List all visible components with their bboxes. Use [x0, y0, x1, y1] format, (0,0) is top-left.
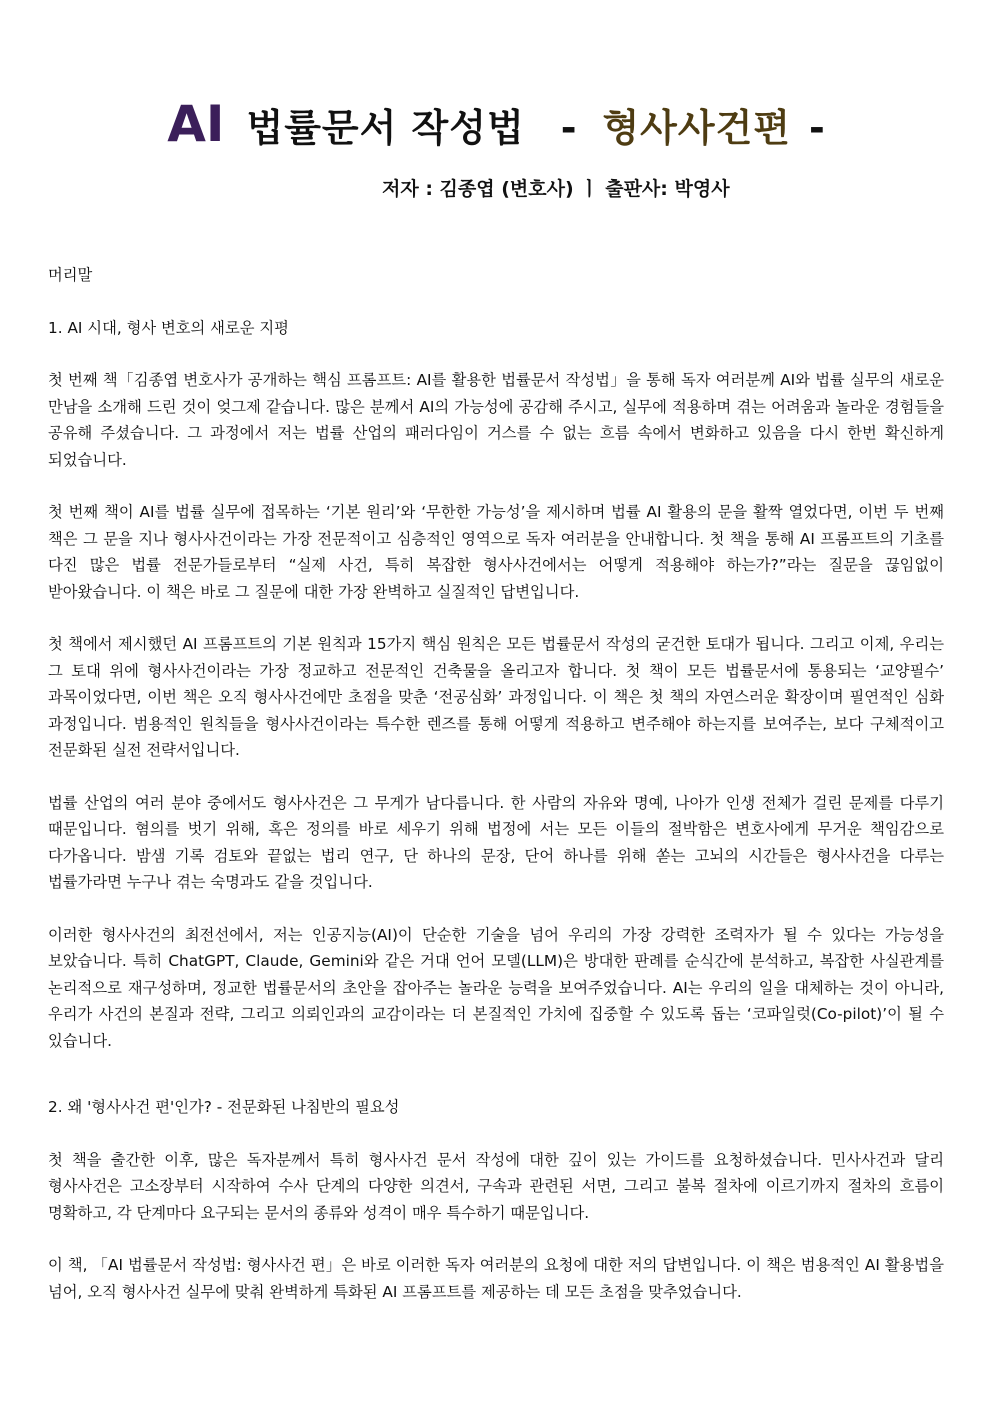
title-dash-end: -: [809, 106, 825, 150]
title-main: 법률문서 작성법: [246, 106, 525, 150]
title-dash: -: [560, 106, 577, 150]
document-title: [0, 92, 992, 168]
section-1-paragraph-2: 첫 번째 책이 AI를 법률 실무에 접목하는 ‘기본 원리’와 ‘무한한 가능성’을 제시하며 법률 AI 활용의 문을 활짝 열었다면, 이번 두 번째 책은 그 문을 지나 형사사건이라는 가장 전문적이고 심층적인 영역으로 독자 여러분을 안내합니다. 첫 책을 통해 AI 프롬프트의 기초를 다진 많은 법률 전문가들로부터 “실제 사건, 특히 복잡한 형사사건에서는 어떻게 적용해야 하는가?”라는 질문을 끊임없이 받아왔습니다. 이 책은 바로 그 질문에 대한 가장 완벽하고 실질적인 답변입니다.: [48, 503, 944, 601]
section-1-paragraph-1: 첫 번째 책「김종엽 변호사가 공개하는 핵심 프롬프트: AI를 활용한 법률문서 작성법」을 통해 독자 여러분께 AI와 법률 실무의 새로운 만남을 소개해 드린 것이 엊그제 같습니다. 많은 분께서 AI의 가능성에 공감해 주시고, 실무에 적용하며 겪는 어려움과 놀라운 경험들을 공유해 주셨습니다. 그 과정에서 저는 법률 산업의 패러다임이 거스를 수 없는 흐름 속에서 변화하고 있음을 다시 한번 확신하게 되었습니다.: [48, 371, 944, 469]
section-1-paragraph-3: 첫 책에서 제시했던 AI 프롬프트의 기본 원칙과 15가지 핵심 원칙은 모든 법률문서 작성의 굳건한 토대가 됩니다. 그리고 이제, 우리는 그 토대 위에 형사사건이라는 가장 정교하고 전문적인 건축물을 올리고자 합니다. 첫 책이 모든 법률문서에 통용되는 ‘교양필수’ 과목이었다면, 이번 책은 오직 형사사건에만 초점을 맞춘 ‘전공심화’ 과정입니다. 이 책은 첫 책의 자연스러운 확장이며 필연적인 심화 과정입니다. 범용적인 원칙들을 형사사건이라는 특수한 렌즈를 통해 어떻게 적용하고 변주해야 하는지를 보여주는, 보다 구체적이고 전문화된 실전 전략서입니다.: [48, 635, 944, 759]
section-2-paragraph-1: 첫 책을 출간한 이후, 많은 독자분께서 특히 형사사건 문서 작성에 대한 깊이 있는 가이드를 요청하셨습니다. 민사사건과 달리 형사사건은 고소장부터 시작하여 수사 단계의 다양한 의견서, 구속과 관련된 서면, 그리고 불복 절차에 이르기까지 절차의 흐름이 명확하고, 각 단계마다 요구되는 문서의 종류와 성격이 매우 특수하기 때문입니다.: [48, 1150, 944, 1222]
author-publisher-line: 저자 : 김종엽 (변호사) ㅣ 출판사: 박영사: [382, 178, 730, 200]
section-1-paragraph-5: 이러한 형사사건의 최전선에서, 저는 인공지능(AI)이 단순한 기술을 넘어 우리의 가장 강력한 조력자가 될 수 있다는 가능성을 보았습니다. 특히 ChatGPT, Claude, Gemini와 같은 거대 언어 모델(LLM)은 방대한 판례를 순식간에 분석하고, 복잡한 사실관계를 논리적으로 재구성하며, 정교한 법률문서의 초안을 잡아주는 놀라운 능력을 보여주었습니다. AI는 우리의 일을 대체하는 것이 아니라, 우리가 사건의 본질과 전략, 그리고 의뢰인과의 교감이라는 더 본질적인 가치에 집중할 수 있도록 돕는 ‘코파일럿(Co-pilot)’이 될 수 있습니다.: [48, 925, 944, 1050]
preface-label: 머리말: [48, 266, 93, 284]
title-subtitle: 형사사건편: [602, 106, 792, 150]
section-2-paragraph-2: 이 책, 「AI 법률문서 작성법: 형사사건 편」은 바로 이러한 독자 여러분의 요청에 대한 저의 답변입니다. 이 책은 범용적인 AI 활용법을 넘어, 오직 형사사건 실무에 맞춰 완벽하게 특화된 AI 프롬프트를 제공하는 데 모든 초점을 맞추었습니다.: [48, 1256, 944, 1301]
section-1-heading: 1. AI 시대, 형사 변호의 새로운 지평: [48, 318, 289, 337]
title-ai: AI: [167, 95, 225, 153]
section-2-heading: 2. 왜 '형사사건 편'인가? - 전문화된 나침반의 필요성: [48, 1098, 400, 1116]
section-1-paragraph-4: 법률 산업의 여러 분야 중에서도 형사사건은 그 무게가 남다릅니다. 한 사람의 자유와 명예, 나아가 인생 전체가 걸린 문제를 다루기 때문입니다. 혐의를 벗기 위해, 혹은 정의를 바로 세우기 위해 법정에 서는 모든 이들의 절박함은 변호사에게 무거운 책임감으로 다가옵니다. 밤샘 기록 검토와 끝없는 법리 연구, 단 하나의 문장, 단어 하나를 위해 쏟는 고뇌의 시간들은 형사사건을 다루는 법률가라면 누구나 겪는 숙명과도 같을 것입니다.: [48, 793, 944, 891]
document-body: [48, 262, 944, 1305]
